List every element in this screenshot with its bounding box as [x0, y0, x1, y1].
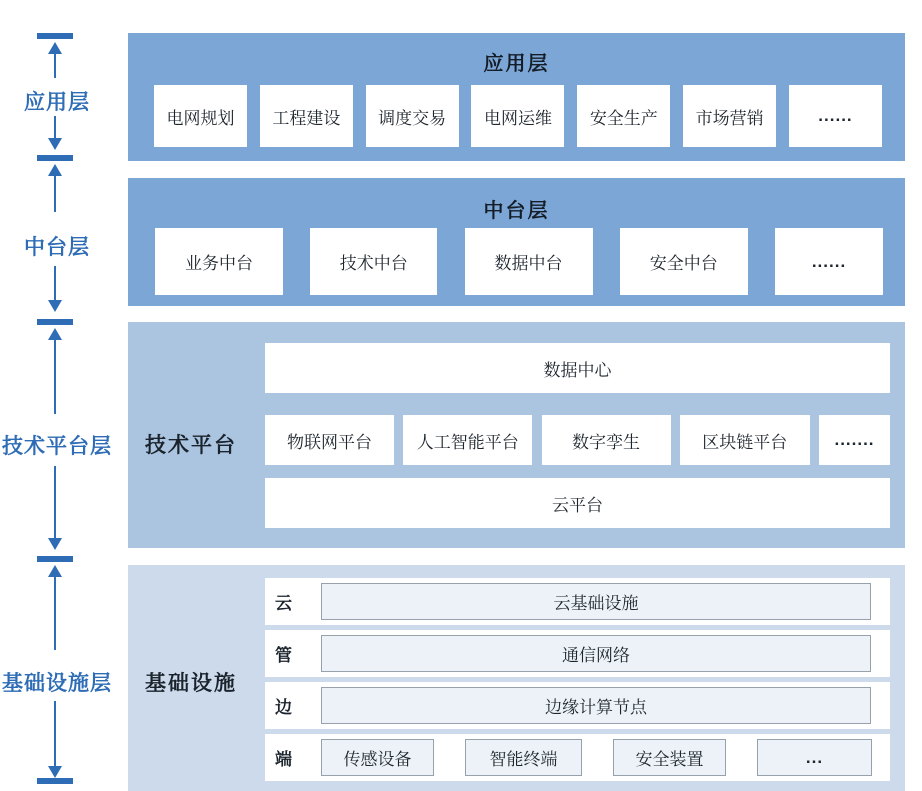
- tech-box-ai: 人工智能平台: [403, 415, 532, 465]
- arrow-line: [54, 575, 56, 650]
- tech-box-ellipsis: .......: [819, 415, 890, 465]
- mid-box-ellipsis: ......: [775, 228, 883, 295]
- tech-platform-side-label: 技术平台: [145, 434, 237, 457]
- arrow-down-icon: [48, 138, 62, 150]
- infrastructure-side-label: 基础设施: [145, 672, 237, 695]
- panel-infrastructure-layer: [128, 565, 905, 791]
- arrow-line: [54, 466, 56, 538]
- mid-box-security: 安全中台: [620, 228, 748, 295]
- layer-boundary-bar: [37, 33, 73, 39]
- layer-boundary-bar: [37, 778, 73, 784]
- arrow-down-icon: [48, 300, 62, 312]
- infra-row-terminal: [265, 734, 890, 781]
- infra-box-smart-terminals: 智能终端: [465, 739, 582, 776]
- infra-row-edge: [265, 682, 890, 729]
- infra-tag-cloud: 云: [275, 594, 292, 613]
- infra-row-cloud: [265, 578, 890, 625]
- infra-tag-pipe: 管: [275, 646, 292, 665]
- rail-label-infrastructure: 基础设施层: [2, 672, 112, 695]
- app-box-grid-operation: 电网运维: [471, 85, 564, 147]
- layer-boundary-bar: [37, 556, 73, 562]
- tech-box-blockchain: 区块链平台: [680, 415, 810, 465]
- arrow-line: [54, 701, 56, 766]
- terminal-items: [321, 739, 872, 776]
- infra-tag-terminal: 端: [275, 750, 292, 769]
- application-box-row: [154, 85, 882, 147]
- rail-label-tech-platform: 技术平台层: [2, 435, 112, 458]
- infra-tag-edge: 边: [275, 698, 292, 717]
- infra-box-ellipsis: ...: [757, 739, 872, 776]
- infra-box-edge-computing-nodes: 边缘计算节点: [321, 687, 871, 724]
- panel-title: 中台层: [483, 200, 550, 222]
- arrow-line: [54, 116, 56, 138]
- tech-box-iot: 物联网平台: [265, 415, 394, 465]
- arrow-line: [54, 266, 56, 300]
- arrow-line: [54, 338, 56, 414]
- panel-middle-layer: [128, 178, 905, 306]
- app-box-dispatch-trade: 调度交易: [366, 85, 459, 147]
- app-box-grid-planning: 电网规划: [154, 85, 247, 147]
- arrow-down-icon: [48, 538, 62, 550]
- app-box-construction: 工程建设: [260, 85, 353, 147]
- data-center-bar: 数据中心: [265, 343, 890, 393]
- mid-box-business: 业务中台: [155, 228, 283, 295]
- infra-box-communication-network: 通信网络: [321, 635, 871, 672]
- layer-boundary-bar: [37, 155, 73, 161]
- mid-box-data: 数据中台: [465, 228, 593, 295]
- arrow-line: [54, 174, 56, 212]
- infra-box-safety-devices: 安全装置: [613, 739, 726, 776]
- infra-box-sensors: 传感设备: [321, 739, 434, 776]
- app-box-marketing: 市场营销: [683, 85, 776, 147]
- mid-box-technology: 技术中台: [310, 228, 437, 295]
- panel-title: 应用层: [483, 53, 550, 75]
- arrow-line: [54, 52, 56, 78]
- panel-application-layer: [128, 33, 905, 161]
- panel-tech-platform-layer: [128, 322, 905, 548]
- arrow-down-icon: [48, 766, 62, 778]
- rail-label-application: 应用层: [24, 91, 90, 114]
- infrastructure-content: [265, 565, 890, 791]
- rail-label-middle: 中台层: [24, 236, 90, 259]
- tech-box-digital-twin: 数字孪生: [542, 415, 671, 465]
- tech-platform-box-row: [265, 415, 890, 465]
- app-box-ellipsis: ......: [789, 85, 882, 147]
- infra-box-cloud-infrastructure: 云基础设施: [321, 583, 871, 620]
- infra-row-network: [265, 630, 890, 677]
- tech-platform-content: [265, 322, 890, 548]
- layer-boundary-bar: [37, 319, 73, 325]
- middle-box-row: [155, 228, 883, 295]
- cloud-platform-bar: 云平台: [265, 478, 890, 528]
- app-box-safety: 安全生产: [577, 85, 670, 147]
